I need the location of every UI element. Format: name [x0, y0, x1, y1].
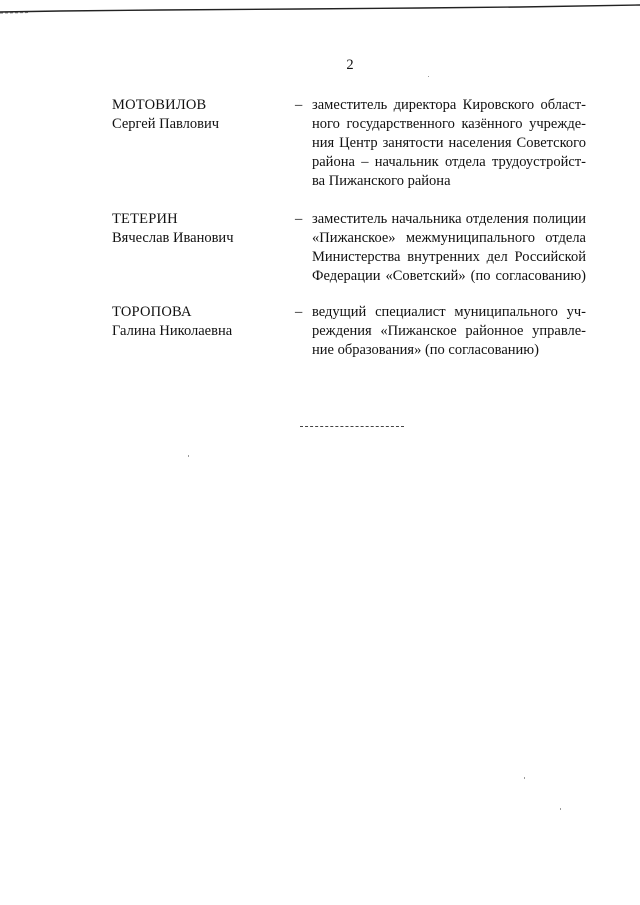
position-line: заместитель начальника отделения полиции [312, 211, 586, 227]
member-given-names: Галина Николаевна [112, 323, 233, 339]
member-name [112, 210, 282, 248]
member-surname: ТЕТЕРИН [112, 211, 178, 227]
entry-dash: – [295, 97, 303, 113]
position-line: Федерации «Советский» (по согласованию) [312, 268, 586, 284]
scan-edge-line [0, 0, 640, 14]
position-line: реждения «Пижанское районное управле- [312, 323, 586, 339]
entry-dash: – [295, 304, 303, 320]
member-surname: ТОРОПОВА [112, 304, 192, 320]
member-given-names: Сергей Павлович [112, 116, 220, 132]
position-line: ние образования» (по согласованию) [312, 342, 539, 358]
entry-dash: – [295, 211, 303, 227]
position-line: «Пижанское» межмуниципального отдела [312, 230, 586, 246]
scan-speck [188, 455, 189, 457]
position-line: ного государственного казённого учрежде- [312, 116, 586, 132]
member-surname: МОТОВИЛОВ [112, 97, 207, 113]
scan-speck [428, 76, 429, 77]
position-line: ва Пижанского района [312, 173, 451, 189]
position-line: Министерства внутренних дел Российской [312, 249, 586, 265]
position-line: района – начальник отдела трудоустройст- [312, 154, 586, 170]
member-name [112, 96, 282, 134]
position-line: ведущий специалист муниципального уч- [312, 304, 586, 320]
page-number: 2 [346, 57, 354, 73]
member-name [112, 303, 282, 341]
scan-speck [524, 777, 525, 779]
position-line: заместитель директора Кировского област- [312, 97, 586, 113]
end-separator-line [300, 426, 404, 427]
position-line: ния Центр занятости населения Советского [312, 135, 586, 151]
scan-speck [560, 808, 561, 810]
member-given-names: Вячеслав Иванович [112, 230, 234, 246]
